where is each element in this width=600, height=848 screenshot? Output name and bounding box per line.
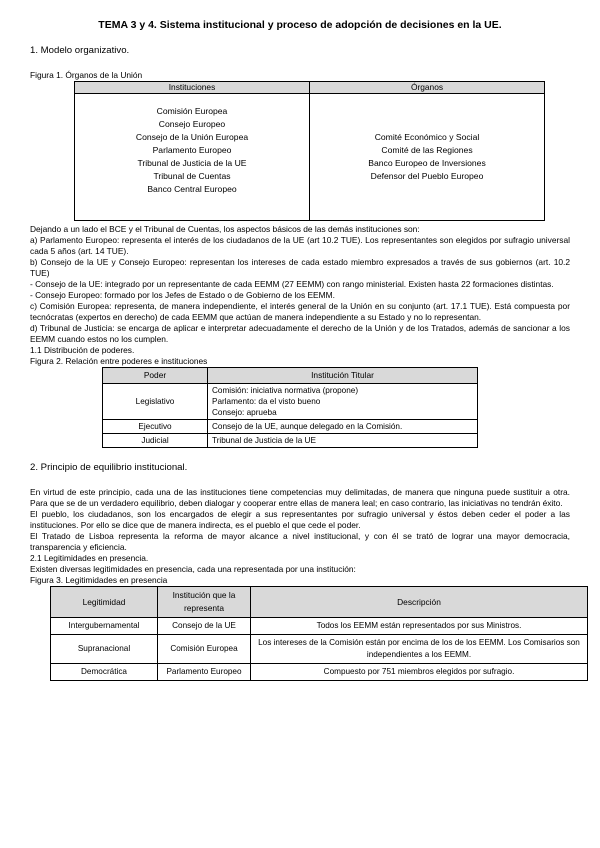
table-row xyxy=(103,420,478,434)
institucion-line: Comisión: iniciativa normativa (propone) xyxy=(212,386,359,395)
subsection-heading: 2.1 Legitimidades en presencia. xyxy=(30,553,149,563)
paragraph: a) Parlamento Europeo: representa el interés de los ciudadanos de la UE (art 10.2 TUE). Los representantes son elegidos por sufragio universal cada 5 años (art. 14 TUE). xyxy=(30,235,570,256)
institucion-item: Comisión Europea xyxy=(156,105,228,116)
paragraph: Dejando a un lado el BCE y el Tribunal de Cuentas, los aspectos básicos de las demás instituciones son: xyxy=(30,224,420,234)
poder-cell: Ejecutivo xyxy=(103,420,208,434)
figure-3-header-institucion: Institución que la representa xyxy=(158,587,251,618)
descripcion-cell: Todos los EEMM están representados por sus Ministros. xyxy=(251,618,588,635)
institucion-cell: Tribunal de Justicia de la UE xyxy=(208,434,478,448)
figure-3-header-legitimidad: Legitimidad xyxy=(51,587,158,618)
organos-cell xyxy=(310,94,545,221)
figure-1-header-organos: Órganos xyxy=(310,82,545,94)
organo-item: Comité Económico y Social xyxy=(374,132,480,142)
organo-item: Comité de las Regiones xyxy=(381,145,473,155)
organo-item: Banco Europeo de Inversiones xyxy=(368,158,486,168)
figure-2-caption: Figura 2. Relación entre poderes e instituciones xyxy=(30,356,208,366)
institucion-item: Banco Central Europeo xyxy=(147,183,237,194)
paragraph: c) Comisión Europea: representa, de manera independiente, el interés general de la Unión en su conjunto (art. 17.1 TUE). Está compuesta por tecnócratas (expertos en derecho) de cada EEMM que actúan de manera independiente a su Estado y no lo representan. xyxy=(30,301,570,322)
institucion-item: Parlamento Europeo xyxy=(152,144,232,155)
figure-1-table xyxy=(74,81,545,221)
institucion-cell: Parlamento Europeo xyxy=(158,664,251,681)
paragraph: b) Consejo de la UE y Consejo Europeo: representan los intereses de cada estado miembro expresados a través de sus gobiernos (art. 10.2 TUE) xyxy=(30,257,570,278)
section-heading-1: 1. Modelo organizativo. xyxy=(30,45,130,56)
institucion-item: Tribunal de Justicia de la UE xyxy=(137,157,247,168)
institucion-cell xyxy=(208,384,478,420)
instituciones-cell xyxy=(75,94,310,221)
institucion-cell: Consejo de la UE xyxy=(158,618,251,635)
figure-3-table xyxy=(50,586,588,681)
figure-3-caption: Figura 3. Legitimidades en presencia xyxy=(30,575,168,585)
descripcion-cell: Compuesto por 751 miembros elegidos por sufragio. xyxy=(251,664,588,681)
legitimidad-cell: Democrática xyxy=(51,664,158,681)
paragraph: - Consejo Europeo: formado por los Jefes de Estado o de Gobierno de los EEMM. xyxy=(30,290,335,300)
institucion-cell: Comisión Europea xyxy=(158,635,251,664)
table-row xyxy=(51,664,588,681)
paragraph: En virtud de este principio, cada una de las instituciones tiene competencias muy delimitadas, de manera que ninguna puede sustituir a otra. Para que se de un verdadero equilibrio, deben dialogar y cooperar entre ellas de manera leal; en caso contrario, las iniciativas no tendrán éxito. xyxy=(30,487,570,508)
paragraph: d) Tribunal de Justicia: se encarga de aplicar e interpretar adecuadamente el derecho de la Unión y de los Tratados, además de sancionar a los EEMM cuando estos no los cumplen. xyxy=(30,323,570,344)
figure-2-header-poder: Poder xyxy=(103,368,208,384)
descripcion-cell: Los intereses de la Comisión están por encima de los de los EEMM. Los Comisarios son independientes a los EEMM. xyxy=(251,635,588,664)
institucion-item: Consejo Europeo xyxy=(158,118,226,129)
institucion-line: Consejo: aprueba xyxy=(212,408,277,417)
section-heading-2: 2. Principio de equilibrio institucional. xyxy=(30,462,188,473)
paragraph: Existen diversas legitimidades en presencia, cada una representada por una institución: xyxy=(30,564,356,574)
organo-item: Defensor del Pueblo Europeo xyxy=(370,171,484,181)
paragraph: El pueblo, los ciudadanos, son los encargados de elegir a sus representantes por sufragio universal y éstos deben ceder el poder a las instituciones. Por ello se dice que de manera indirecta, es el pueblo el que cede el poder. xyxy=(30,509,570,530)
figure-2-table xyxy=(102,367,478,448)
institucion-cell: Consejo de la UE, aunque delegado en la Comisión. xyxy=(208,420,478,434)
figure-3-header-descripcion: Descripción xyxy=(251,587,588,618)
page-title: TEMA 3 y 4. Sistema institucional y proceso de adopción de decisiones en la UE. xyxy=(98,19,502,31)
legitimidad-cell: Supranacional xyxy=(51,635,158,664)
table-row xyxy=(51,618,588,635)
poder-cell: Judicial xyxy=(103,434,208,448)
table-row xyxy=(51,635,588,664)
table-row xyxy=(103,384,478,420)
poder-cell: Legislativo xyxy=(103,384,208,420)
paragraph: - Consejo de la UE: integrado por un representante de cada EEMM (27 EEMM) con rango ministerial. Existen hasta 22 formaciones distintas. xyxy=(30,279,554,289)
table-row xyxy=(103,434,478,448)
institucion-item: Consejo de la Unión Europea xyxy=(135,131,249,142)
paragraph: El Tratado de Lisboa representa la reforma de mayor alcance a nivel institucional, y con él se trató de lograr una mayor democracia, transparencia y eficiencia. xyxy=(30,531,570,552)
institucion-item: Tribunal de Cuentas xyxy=(153,170,231,181)
figure-1-header-instituciones: Instituciones xyxy=(75,82,310,94)
institucion-line: Parlamento: da el visto bueno xyxy=(212,397,321,406)
figure-1-caption: Figura 1. Órganos de la Unión xyxy=(30,70,143,80)
figure-2-header-institucion: Institución Titular xyxy=(208,368,478,384)
subsection-heading: 1.1 Distribución de poderes. xyxy=(30,345,135,355)
legitimidad-cell: Intergubernamental xyxy=(51,618,158,635)
